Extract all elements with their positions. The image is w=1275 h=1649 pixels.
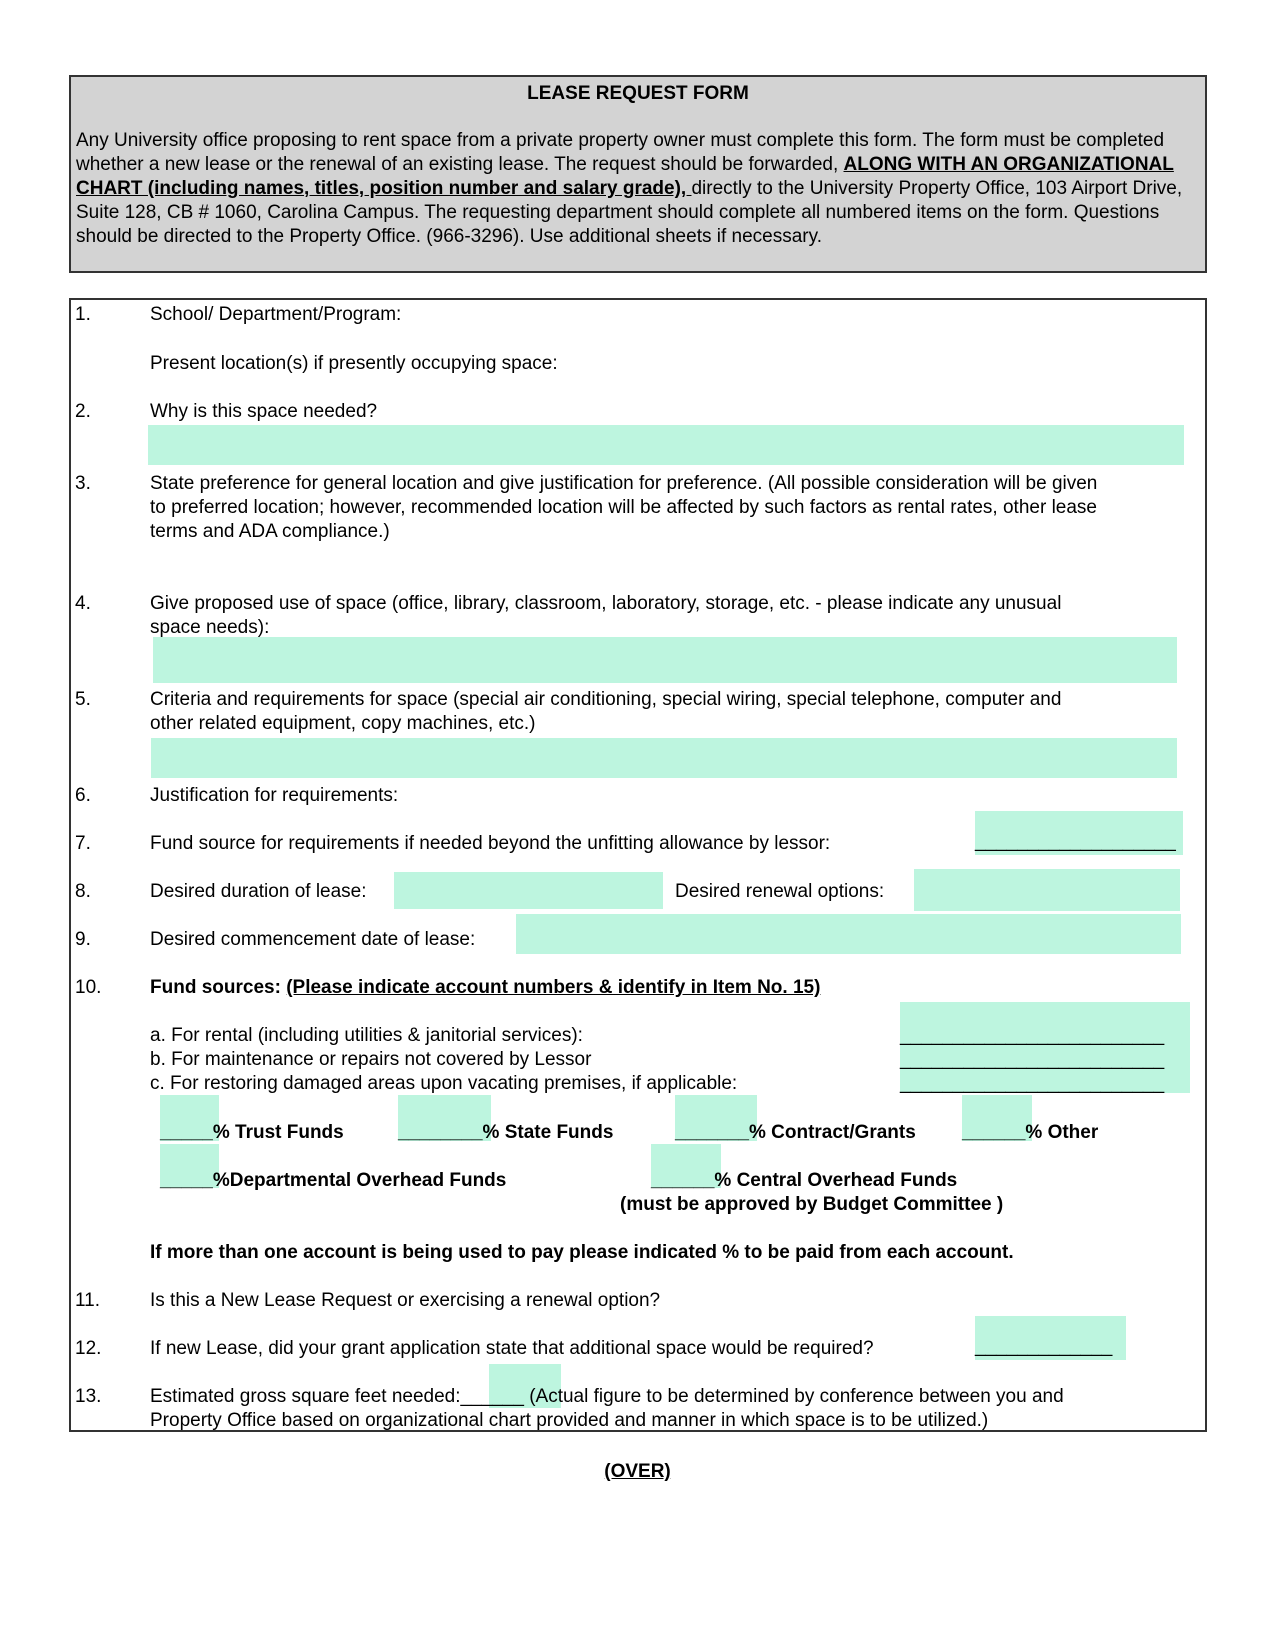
instructions-part-1: Any University office proposing to rent space from a private property owner must complete this form. The form must be completed whether a new lease or the renewal of an existing lease. The request should be forwarded, [76,130,1165,175]
central-overhead-label: ______% Central Overhead Funds [651,1170,958,1191]
item-number-4: 4. [75,593,91,614]
why-space-needed-field[interactable] [148,425,1184,465]
question-location-preference-line-1: State preference for general location and give justification for preference. (All possible consideration will be given [150,473,1098,494]
fund-rental-label: a. For rental (including utilities & janitorial services): [150,1025,583,1046]
renewal-options-field[interactable] [914,869,1180,911]
departmental-overhead-label: _____%Departmental Overhead Funds [160,1170,507,1191]
question-proposed-use-line-1: Give proposed use of space (office, library, classroom, laboratory, storage, etc. - please indicate any unusual [150,593,1062,614]
item-number-5: 5. [75,689,91,710]
question-location-preference-line-3: terms and ADA compliance.) [150,521,390,542]
question-square-feet-line-1: Estimated gross square feet needed:______ (Actual figure to be determined by conference between you and [150,1386,1064,1407]
fund-sources-label: Fund sources: [150,977,287,998]
question-location-preference-line-2: to preferred location; however, recommended location will be affected by such factors as rental rates, other lease [150,497,1097,518]
item-number-1: 1. [75,304,91,325]
multiple-accounts-note: If more than one account is being used to pay please indicated % to be paid from each account. [150,1242,1014,1263]
fund-sources-instruction: (Please indicate account numbers & identify in Item No. 15) [286,977,821,998]
fund-restoring-blank: _________________________ [900,1073,1165,1094]
question-school-department: School/ Department/Program: [150,304,402,325]
item-number-9: 9. [75,929,91,950]
question-grant-application: If new Lease, did your grant application state that additional space would be required? [150,1338,874,1359]
instructions-part-2: directly to the University Property Office, 103 Airport Drive, Suite 128, CB # 1060, Carolina Campus. The requesting department should complete all numbered items on the form. Questions should be directed to the Property Office. (966-3296). Use additional sheets if necessary. [76,178,1183,247]
question-new-or-renewal: Is this a New Lease Request or exercising a renewal option? [150,1290,661,1311]
instructions-org-chart-note: ALONG WITH AN ORGANIZATIONAL CHART (including names, titles, position number and salary grade), [76,154,1174,199]
question-why-space-needed: Why is this space needed? [150,401,378,422]
item-number-11: 11. [75,1290,101,1311]
form-title: LEASE REQUEST FORM [527,83,749,104]
grant-application-blank: _____________ [975,1336,1113,1357]
question-commencement-date: Desired commencement date of lease: [150,929,476,950]
item-number-7: 7. [75,833,91,854]
item-number-12: 12. [75,1338,102,1359]
over-indicator: (OVER) [604,1461,671,1482]
proposed-use-field[interactable] [153,637,1177,683]
question-square-feet-line-2: Property Office based on organizational chart provided and manner in which space is to be utilized.) [150,1410,989,1431]
question-fund-source-upfit: Fund source for requirements if needed beyond the unfitting allowance by lessor: [150,833,831,854]
other-funds-label: ______% Other [962,1122,1099,1143]
item-number-2: 2. [75,401,91,422]
instructions-box [69,75,1207,273]
central-overhead-approval-note: (must be approved by Budget Committee ) [620,1194,1004,1215]
fund-maintenance-blank: _________________________ [900,1049,1165,1070]
contract-grants-label: _______% Contract/Grants [675,1122,916,1143]
lease-duration-field[interactable] [394,872,663,909]
item-number-3: 3. [75,473,91,494]
fund-restoring-label: c. For restoring damaged areas upon vacating premises, if applicable: [150,1073,738,1094]
criteria-field[interactable] [151,738,1177,778]
item-number-6: 6. [75,785,91,806]
question-justification: Justification for requirements: [150,785,399,806]
question-criteria-line-1: Criteria and requirements for space (special air conditioning, special wiring, special telephone, computer and [150,689,1062,710]
instructions-text [76,129,1202,249]
fund-rental-blank: _________________________ [900,1025,1165,1046]
question-lease-duration: Desired duration of lease: [150,881,367,902]
question-criteria-line-2: other related equipment, copy machines, etc.) [150,713,536,734]
commencement-date-field[interactable] [516,914,1181,954]
item-number-8: 8. [75,881,91,902]
item-number-13: 13. [75,1386,102,1407]
item-number-10: 10. [75,977,102,998]
state-funds-label: ________% State Funds [398,1122,614,1143]
question-proposed-use-line-2: space needs): [150,617,270,638]
trust-funds-label: _____% Trust Funds [160,1122,344,1143]
fund-source-upfit-blank: ___________________ [975,831,1176,852]
question-fund-sources [150,976,820,999]
fund-maintenance-label: b. For maintenance or repairs not covered by Lessor [150,1049,592,1070]
question-present-location: Present location(s) if presently occupying space: [150,353,558,374]
question-renewal-options: Desired renewal options: [675,881,885,902]
